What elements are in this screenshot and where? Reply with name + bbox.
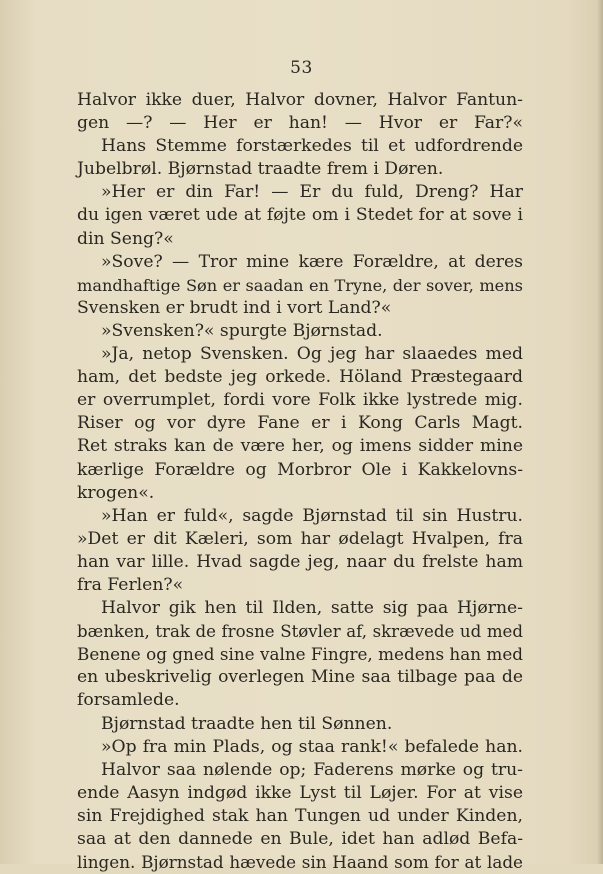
text-line: fra Ferlen?« [77,574,184,595]
text-line: saa at den dannede en Bule, idet han adlød Befa- [77,829,523,849]
text-line: Halvor gik hen til Ilden, satte sig paa Hjørne- [101,598,523,619]
body-text [77,89,523,874]
text-line: Hans Stemme forstærkedes til et udfordrende [101,136,523,157]
text-line: gen —? — Her er han! — Hvor er Far?« [77,113,523,134]
text-line: Bjørnstad traadte hen til Sønnen. [101,713,393,734]
page-number: 53 [290,58,313,78]
text-line: forsamlede. [77,690,180,711]
text-line: »Sove? — Tror mine kære Forældre, at deres [101,251,523,272]
text-line: lingen. Bjørnstad hævede sin Haand som for at lade [77,852,523,873]
text-line: bænken, trak de frosne Støvler af, skrævede ud med [77,622,523,642]
text-line: mandhaftige Søn er saadan en Tryne, der sover, mens [77,275,523,295]
text-line: din Seng?« [77,228,174,249]
text-line: »Svensken?« spurgte Bjørnstad. [101,320,383,341]
text-line: ham, det bedste jeg orkede. Höland Præstegaard [77,367,523,388]
page-edge-shadow [597,0,603,864]
text-line: ende Aasyn indgød ikke Lyst til Løjer. For at vise [77,782,523,803]
text-line: Benene og gned sine valne Fingre, medens han med [77,644,523,665]
text-line: Jubelbrøl. Bjørnstad traadte frem i Døren. [77,159,444,180]
text-line: Riser og vor dyre Fane er i Kong Carls Magt. [77,413,523,434]
text-line: Halvor saa nølende op; Faderens mørke og tru- [101,759,523,780]
text-line: »Det er dit Kæleri, som har ødelagt Hvalpen, fra [77,528,523,549]
text-line: »Ja, netop Svensken. Og jeg har slaaedes med [101,344,523,365]
text-line: du igen været ude at føjte om i Stedet for at sove i [77,205,523,226]
text-line: Ret straks kan de være her, og imens sidder mine [77,436,523,457]
text-line: »Her er din Far! — Er du fuld, Dreng? Har [101,182,523,203]
text-line: »Op fra min Plads, og staa rank!« befalede han. [101,736,523,757]
text-line: Halvor ikke duer, Halvor dovner, Halvor Fantun- [77,90,523,110]
text-line: sin Frejdighed stak han Tungen ud under Kinden, [77,805,523,826]
text-line: en ubeskrivelig overlegen Mine saa tilbage paa de [77,667,523,688]
text-line: krogen«. [77,482,155,503]
text-line: han var lille. Hvad sagde jeg, naar du frelste ham [77,551,523,572]
text-line: er overrumplet, fordi vore Folk ikke lystrede mig. [77,390,523,411]
text-line: Svensken er brudt ind i vort Land?« [77,297,392,318]
text-line: »Han er fuld«, sagde Bjørnstad til sin Hustru. [101,505,523,526]
text-line: kærlige Forældre og Morbror Ole i Kakkelovns- [77,459,523,480]
